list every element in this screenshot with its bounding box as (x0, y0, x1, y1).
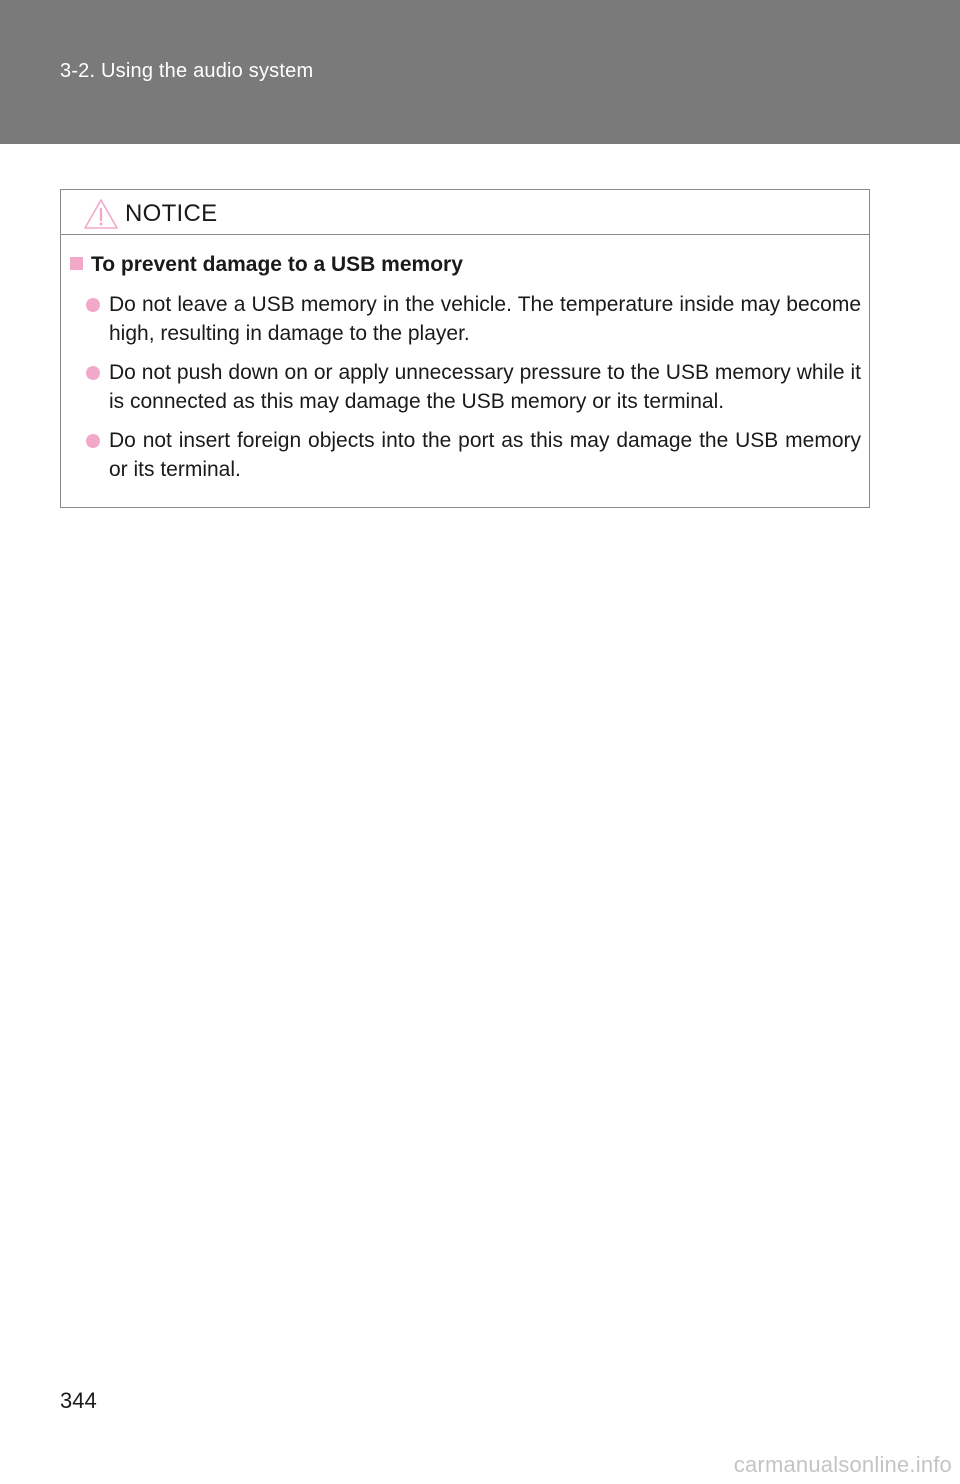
bullet-dot-icon (86, 298, 100, 312)
page-number: 344 (60, 1388, 97, 1413)
warning-triangle-icon (83, 198, 119, 230)
notice-title: NOTICE (125, 200, 218, 227)
notice-heading (70, 253, 463, 277)
list-item (109, 426, 861, 484)
square-bullet-icon (70, 257, 83, 270)
watermark-text: carmanualsonline.info (733, 1452, 952, 1477)
list-item-text: Do not leave a USB memory in the vehicle. The temperature inside may become high, resulting in damage to the player. (109, 293, 861, 345)
bullet-dot-icon (86, 434, 100, 448)
list-item-text: Do not push down on or apply unnecessary pressure to the USB memory while it is connected as this may damage the USB memory or its terminal. (109, 361, 861, 413)
notice-heading-text: To prevent damage to a USB memory (91, 253, 463, 276)
notice-header (61, 190, 869, 235)
notice-box (60, 189, 870, 508)
list-item (109, 358, 861, 416)
bullet-dot-icon (86, 366, 100, 380)
list-item (109, 290, 861, 348)
section-title: 3-2. Using the audio system (60, 60, 314, 82)
list-item-text: Do not insert foreign objects into the port as this may damage the USB memory or its terminal. (109, 429, 861, 481)
